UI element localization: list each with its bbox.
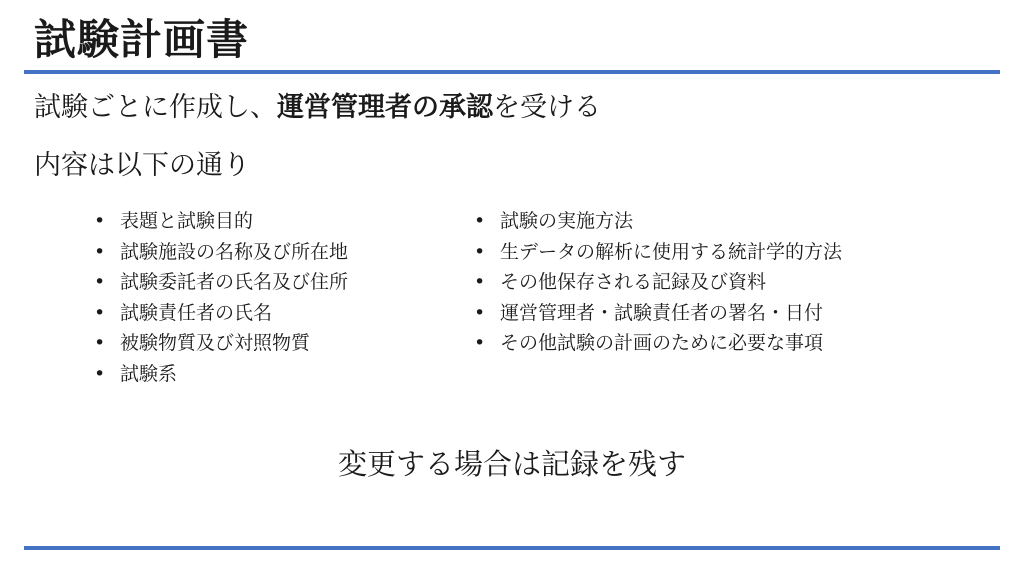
list-item: [472, 206, 842, 237]
list-item: [472, 267, 842, 298]
list-item-text: 試験の実施方法: [500, 210, 634, 232]
top-divider: [24, 70, 1000, 74]
list-item-text: 試験施設の名称及び所在地: [120, 240, 349, 263]
list-item-text: 運営管理者・試験責任者の署名・日付: [500, 301, 824, 324]
bullet-icon: •: [474, 271, 486, 294]
list-item: [472, 237, 842, 268]
list-item: [92, 237, 348, 268]
list-item: [472, 328, 842, 359]
slide-title: 試験計画書: [34, 15, 250, 64]
contents-heading: 内容は以下の通り: [34, 150, 250, 181]
bullet-icon: •: [94, 210, 106, 232]
intro-text-bold: 運営管理者の承認: [277, 92, 493, 123]
list-item: [92, 359, 348, 390]
bullet-icon: •: [94, 362, 106, 385]
list-item: [92, 206, 348, 237]
bullet-icon: •: [474, 240, 486, 263]
list-item-text: 生データの解析に使用する統計学的方法: [500, 240, 843, 263]
list-item-text: その他試験の計画のために必要な事項: [500, 332, 824, 355]
list-item-text: その他保存される記録及び資料: [500, 271, 767, 294]
list-item-text: 表題と試験目的: [120, 210, 254, 232]
bullet-icon: •: [94, 240, 106, 263]
intro-text-after: を受ける: [493, 92, 601, 123]
bullet-icon: •: [94, 301, 106, 324]
list-item: [92, 298, 348, 329]
intro-text-before: 試験ごとに作成し、: [34, 92, 277, 123]
bullet-icon: •: [94, 271, 106, 294]
list-item-text: 試験委託者の氏名及び住所: [120, 271, 349, 294]
list-item: [92, 328, 348, 359]
bullet-icon: •: [474, 301, 486, 324]
bottom-divider: [24, 546, 1000, 550]
list-item-text: 試験責任者の氏名: [120, 301, 273, 324]
list-item: [92, 267, 348, 298]
left-bullet-list: [92, 206, 348, 390]
footer-note: 変更する場合は記録を残す: [337, 447, 686, 481]
right-bullet-list: [472, 206, 842, 359]
list-item-text: 試験系: [120, 362, 178, 385]
bullet-icon: •: [474, 332, 486, 355]
list-item: [472, 298, 842, 329]
intro-line: [34, 88, 601, 128]
bullet-icon: •: [94, 332, 106, 355]
bullet-icon: •: [474, 210, 486, 232]
list-item-text: 被験物質及び対照物質: [120, 332, 311, 355]
